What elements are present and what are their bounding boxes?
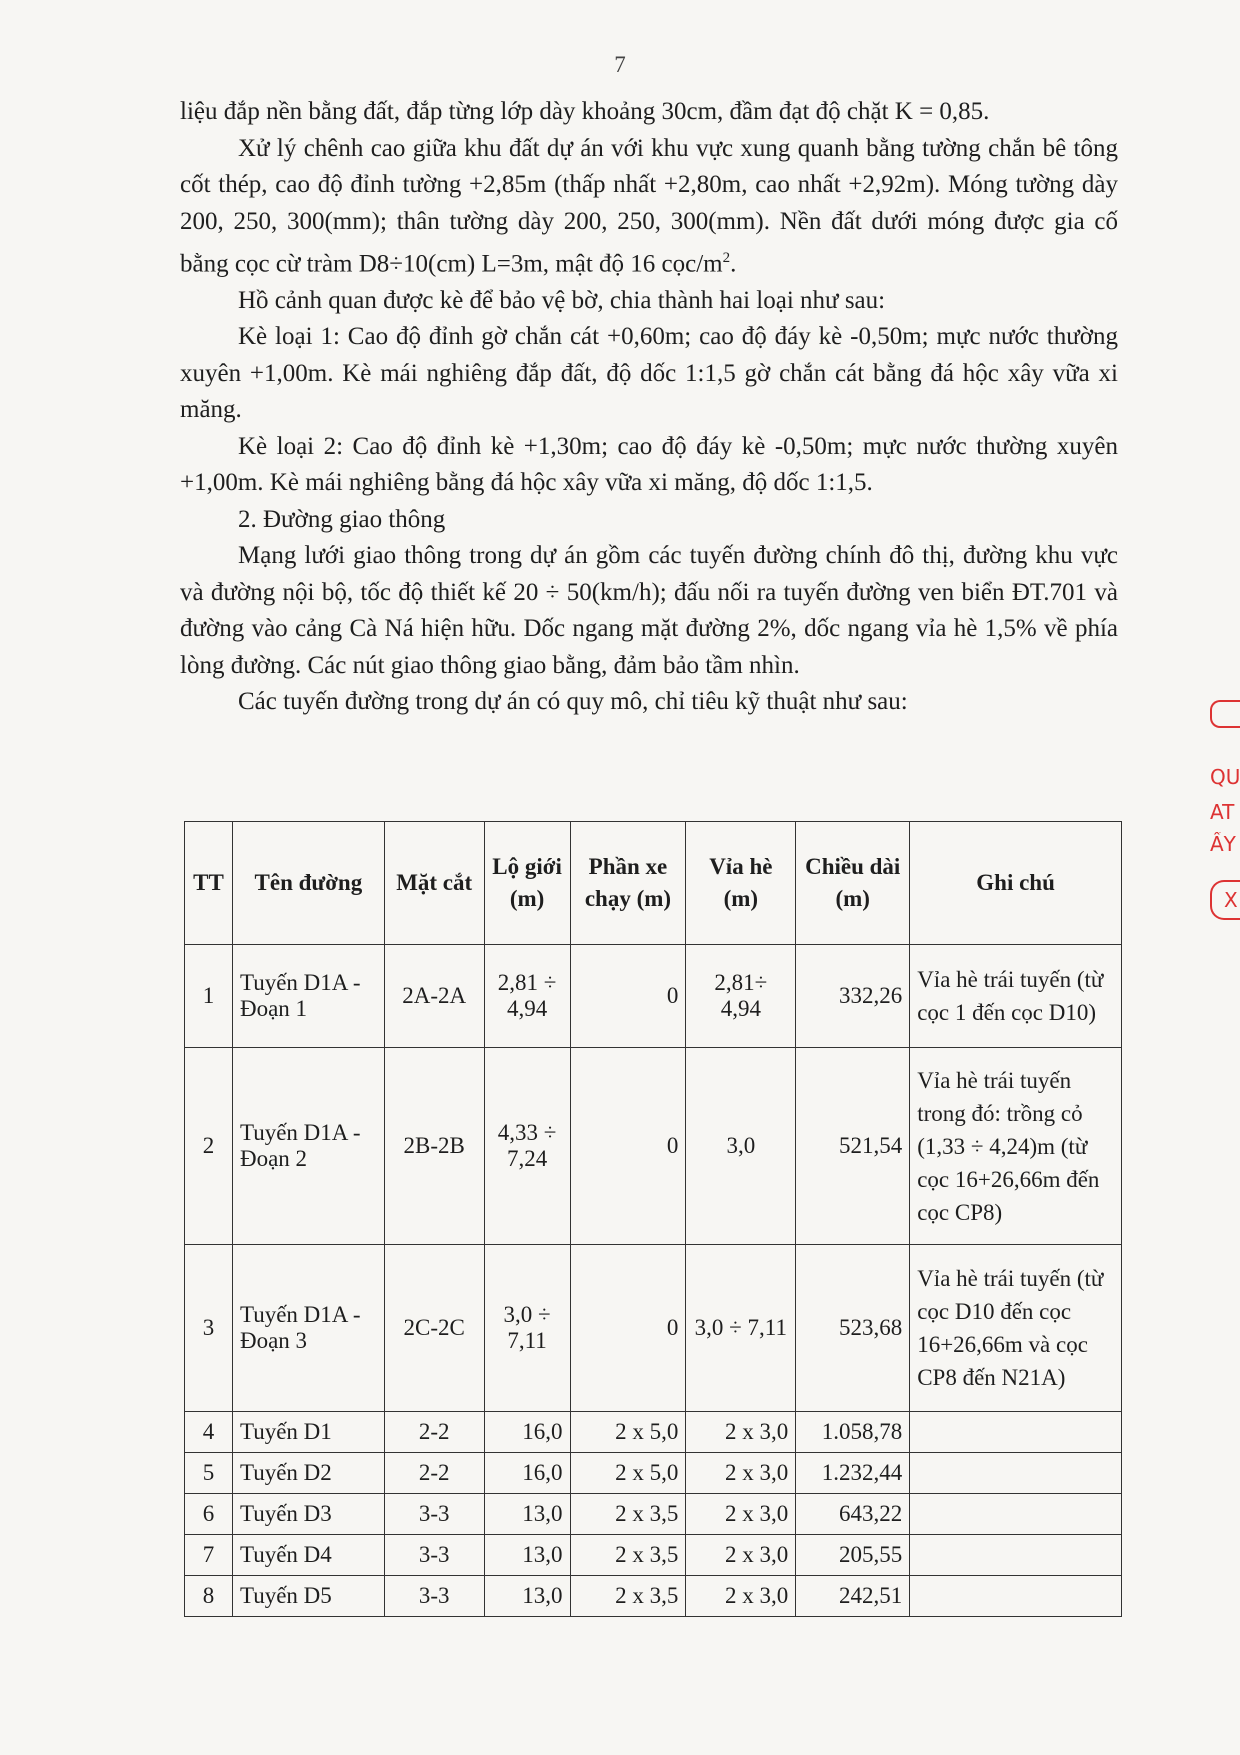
header-notes: Ghi chú: [910, 822, 1122, 945]
cell-tt: 5: [185, 1453, 233, 1494]
cell-sidewalk: 2 x 3,0: [686, 1494, 796, 1535]
cell-tt: 4: [185, 1412, 233, 1453]
cell-right-of-way: 16,0: [484, 1453, 570, 1494]
roads-table: [184, 821, 1122, 1617]
section-heading-roads: 2. Đường giao thông: [238, 505, 446, 533]
header-length: Chiều dài (m): [796, 822, 910, 945]
cell-right-of-way: 2,81 ÷ 4,94: [484, 945, 570, 1048]
header-tt: TT: [185, 822, 233, 945]
cell-carriageway: 2 x 3,5: [570, 1535, 686, 1576]
cell-sidewalk: 2 x 3,0: [686, 1576, 796, 1617]
cell-notes: [910, 1453, 1122, 1494]
page-number: 7: [614, 52, 626, 77]
cell-carriageway: 2 x 3,5: [570, 1576, 686, 1617]
paragraph-embankment-type-2: Kè loại 2: Cao độ đỉnh kè +1,30m; cao độ đáy kè -0,50m; mực nước thường xuyên +1,00m. Kè mái nghiêng bằng đá hộc xây vữa xi măng, độ dốc 1:1,5.: [180, 432, 1118, 497]
cell-sidewalk: 2,81÷ 4,94: [686, 945, 796, 1048]
cell-cross-section: 3-3: [384, 1576, 484, 1617]
header-cross-section: Mặt cắt: [384, 822, 484, 945]
cell-tt: 8: [185, 1576, 233, 1617]
cell-carriageway: 0: [570, 1048, 686, 1245]
stamp-text-fragment: ẤY: [1210, 832, 1236, 856]
table-row: [185, 1535, 1122, 1576]
document-body: [180, 94, 1118, 721]
cell-notes: Vỉa hè trái tuyến trong đó: trồng cỏ (1,33 ÷ 4,24)m (từ cọc 16+26,66m đến cọc CP8): [910, 1048, 1122, 1245]
header-road-name: Tên đường: [232, 822, 384, 945]
paragraph-lake-embankment: Hồ cảnh quan được kè để bảo vệ bờ, chia thành hai loại như sau:: [238, 286, 886, 314]
cell-road-name: Tuyến D3: [232, 1494, 384, 1535]
cell-length: 205,55: [796, 1535, 910, 1576]
cell-carriageway: 2 x 5,0: [570, 1412, 686, 1453]
header-sidewalk: Vỉa hè (m): [686, 822, 796, 945]
cell-cross-section: 2B-2B: [384, 1048, 484, 1245]
table-row: [185, 1453, 1122, 1494]
table-row: [185, 1576, 1122, 1617]
paragraph-retaining-wall: Xử lý chênh cao giữa khu đất dự án với khu vực xung quanh bằng tường chắn bê tông cốt thép, cao độ đỉnh tường +2,85m (thấp nhất +2,80m, cao nhất +2,92m). Móng tường dày 200, 250, 300(mm); thân tường dày 200, 250, 300(mm). Nền đất dưới móng được gia cố bằng cọc cừ tràm D8÷10(cm) L=3m, mật độ 16 cọc/$m^2$.: [180, 134, 1118, 278]
cell-cross-section: 2-2: [384, 1453, 484, 1494]
paragraph-table-intro: Các tuyến đường trong dự án có quy mô, chỉ tiêu kỹ thuật như sau:: [238, 688, 908, 716]
cell-sidewalk: 3,0 ÷ 7,11: [686, 1245, 796, 1412]
cell-cross-section: 2A-2A: [384, 945, 484, 1048]
cell-sidewalk: 3,0: [686, 1048, 796, 1245]
cell-road-name: Tuyến D1A - Đoạn 3: [232, 1245, 384, 1412]
cell-length: 332,26: [796, 945, 910, 1048]
cell-length: 1.058,78: [796, 1412, 910, 1453]
cell-carriageway: 0: [570, 945, 686, 1048]
cell-carriageway: 2 x 3,5: [570, 1494, 686, 1535]
cell-carriageway: 0: [570, 1245, 686, 1412]
cell-sidewalk: 2 x 3,0: [686, 1453, 796, 1494]
cell-road-name: Tuyến D1A - Đoạn 2: [232, 1048, 384, 1245]
cell-notes: [910, 1535, 1122, 1576]
cell-length: 643,22: [796, 1494, 910, 1535]
cell-notes: Vỉa hè trái tuyến (từ cọc 1 đến cọc D10): [910, 945, 1122, 1048]
cell-tt: 3: [185, 1245, 233, 1412]
cell-cross-section: 2C-2C: [384, 1245, 484, 1412]
cell-notes: [910, 1576, 1122, 1617]
paragraph-fill-material: liệu đắp nền bằng đất, đắp từng lớp dày khoảng 30cm, đầm đạt độ chặt K = 0,85.: [180, 98, 990, 125]
cell-length: 521,54: [796, 1048, 910, 1245]
cell-length: 523,68: [796, 1245, 910, 1412]
cell-road-name: Tuyến D1A - Đoạn 1: [232, 945, 384, 1048]
cell-road-name: Tuyến D5: [232, 1576, 384, 1617]
cell-right-of-way: 3,0 ÷ 7,11: [484, 1245, 570, 1412]
stamp-fragment: [1210, 700, 1240, 728]
cell-right-of-way: 16,0: [484, 1412, 570, 1453]
cell-sidewalk: 2 x 3,0: [686, 1412, 796, 1453]
cell-length: 242,51: [796, 1576, 910, 1617]
cell-right-of-way: 13,0: [484, 1535, 570, 1576]
cell-road-name: Tuyến D4: [232, 1535, 384, 1576]
header-carriageway: Phần xe chạy (m): [570, 822, 686, 945]
cell-tt: 1: [185, 945, 233, 1048]
table-row: [185, 1412, 1122, 1453]
table-row: [185, 1048, 1122, 1245]
cell-cross-section: 3-3: [384, 1494, 484, 1535]
cell-notes: [910, 1494, 1122, 1535]
cell-sidewalk: 2 x 3,0: [686, 1535, 796, 1576]
table-row: [185, 1245, 1122, 1412]
cell-notes: [910, 1412, 1122, 1453]
cell-cross-section: 3-3: [384, 1535, 484, 1576]
stamp-seal-fragment: X: [1210, 880, 1240, 920]
table-row: [185, 945, 1122, 1048]
cell-tt: 6: [185, 1494, 233, 1535]
stamp-text-fragment: QU: [1210, 765, 1240, 789]
cell-road-name: Tuyến D2: [232, 1453, 384, 1494]
cell-tt: 2: [185, 1048, 233, 1245]
table-row: [185, 1494, 1122, 1535]
paragraph-road-network: Mạng lưới giao thông trong dự án gồm các tuyến đường chính đô thị, đường khu vực và đường nội bộ, tốc độ thiết kế 20 ÷ 50(km/h); đấu nối ra tuyến đường ven biển ĐT.701 và đường vào cảng Cà Ná hiện hữu. Dốc ngang mặt đường 2%, dốc ngang vỉa hè 1,5% về phía lòng đường. Các nút giao thông giao bằng, đảm bảo tầm nhìn.: [180, 542, 1118, 679]
cell-road-name: Tuyến D1: [232, 1412, 384, 1453]
cell-right-of-way: 13,0: [484, 1494, 570, 1535]
cell-length: 1.232,44: [796, 1453, 910, 1494]
cell-carriageway: 2 x 5,0: [570, 1453, 686, 1494]
cell-notes: Vỉa hè trái tuyến (từ cọc D10 đến cọc 16+26,66m và cọc CP8 đến N21A): [910, 1245, 1122, 1412]
cell-right-of-way: 13,0: [484, 1576, 570, 1617]
header-right-of-way: Lộ giới (m): [484, 822, 570, 945]
paragraph-embankment-type-1: Kè loại 1: Cao độ đỉnh gờ chắn cát +0,60m; cao độ đáy kè -0,50m; mực nước thường xuyên +1,00m. Kè mái nghiêng đắp đất, độ dốc 1:1,5 gờ chắn cát bằng đá hộc xây vữa xi măng.: [180, 323, 1118, 424]
cell-tt: 7: [185, 1535, 233, 1576]
stamp-text-fragment: AT: [1210, 800, 1235, 824]
table-header-row: [185, 822, 1122, 945]
cell-right-of-way: 4,33 ÷ 7,24: [484, 1048, 570, 1245]
cell-cross-section: 2-2: [384, 1412, 484, 1453]
